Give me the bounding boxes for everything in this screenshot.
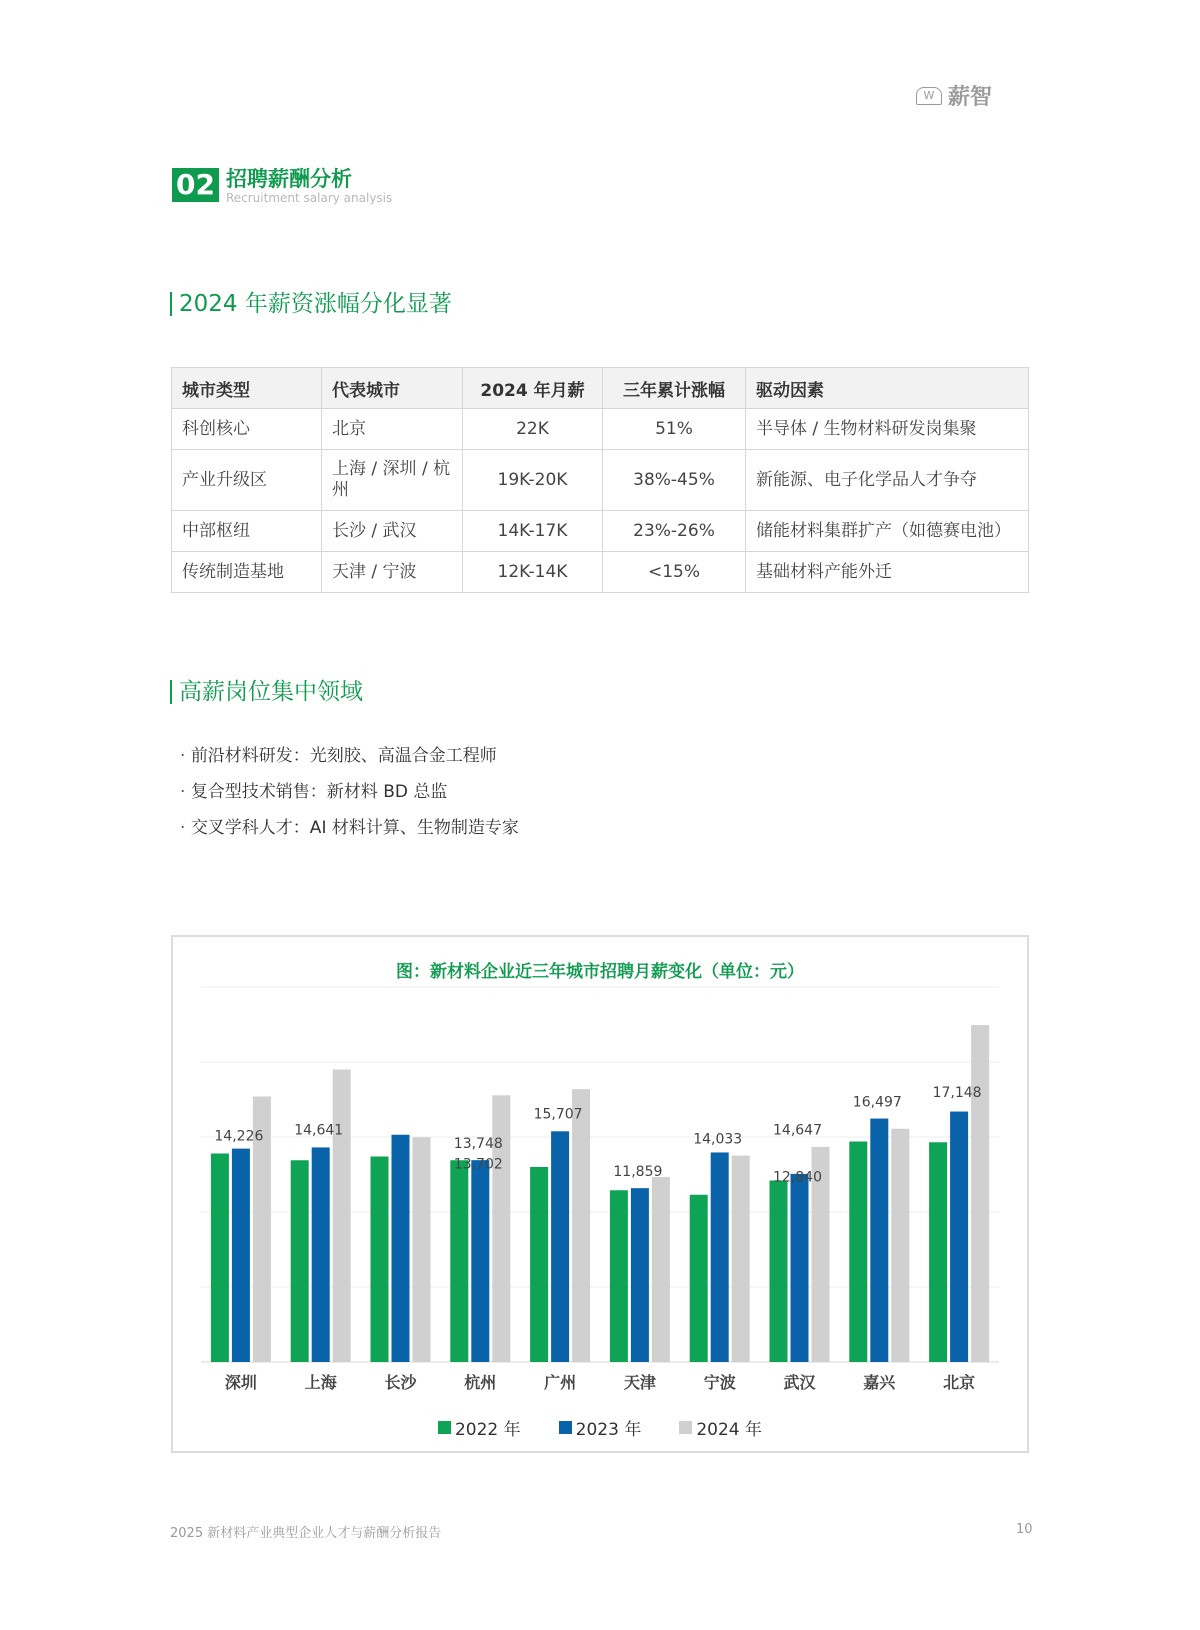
- table-cell: 51%: [603, 409, 746, 450]
- data-label: 13,748: [453, 1135, 503, 1152]
- table-header-cell: 2024 年月薪: [463, 368, 603, 409]
- table-header-cell: 城市类型: [172, 368, 322, 409]
- data-label: 12,840: [773, 1169, 822, 1186]
- bar-2022年-杭州: [450, 1160, 468, 1362]
- table-row: [172, 511, 1029, 552]
- x-tick-label: 天津: [623, 1373, 656, 1392]
- table-cell: 新能源、电子化学品人才争夺: [746, 450, 1029, 511]
- list-item: · 复合型技术销售：新材料 BD 总监: [180, 780, 519, 816]
- legend-label: 2022 年: [454, 1420, 521, 1440]
- salary-chart: [171, 935, 1029, 1453]
- bar-2023年-宁波: [711, 1152, 729, 1362]
- table-cell: 科创核心: [172, 409, 322, 450]
- section-title: 招聘薪酬分析: [225, 167, 352, 191]
- x-tick-label: 宁波: [703, 1373, 736, 1392]
- brand-name: 薪智: [947, 85, 992, 110]
- bar-2023年-深圳: [232, 1149, 250, 1362]
- x-tick-label: 长沙: [384, 1373, 417, 1392]
- bar-2023年-杭州: [471, 1160, 489, 1362]
- bar-2024年-天津: [652, 1177, 670, 1362]
- legend-item: [559, 1415, 642, 1440]
- table-cell: 北京: [322, 409, 463, 450]
- legend-label: 2024 年: [696, 1420, 762, 1440]
- chart-legend: [173, 1415, 1027, 1440]
- bar-2022年-北京: [929, 1142, 947, 1362]
- heading-high-salary-fields: 高薪岗位集中领域: [170, 680, 363, 704]
- table-cell: 长沙 / 武汉: [322, 511, 463, 552]
- bar-2022年-广州: [530, 1167, 548, 1362]
- table-cell: 38%-45%: [603, 450, 746, 511]
- section-subtitle: Recruitment salary analysis: [225, 191, 393, 205]
- legend-item: [438, 1415, 521, 1440]
- data-label: 17,148: [932, 1084, 982, 1101]
- table-cell: 基础材料产能外迁: [746, 552, 1029, 593]
- bar-2022年-上海: [291, 1160, 309, 1362]
- bar-2024年-宁波: [732, 1156, 750, 1362]
- data-label: 15,707: [533, 1106, 583, 1123]
- bar-2023年-北京: [950, 1112, 968, 1362]
- bar-2022年-深圳: [211, 1154, 229, 1363]
- bar-2023年-天津: [631, 1188, 649, 1362]
- data-label: 14,226: [214, 1128, 264, 1145]
- bar-2023年-长沙: [392, 1135, 410, 1362]
- data-label: 13,702: [453, 1156, 503, 1173]
- x-tick-label: 北京: [943, 1373, 976, 1392]
- table-row: [172, 409, 1029, 450]
- data-label: 16,497: [852, 1094, 902, 1111]
- data-label: 14,033: [693, 1131, 743, 1148]
- list-item: · 交叉学科人才：AI 材料计算、生物制造专家: [180, 816, 519, 852]
- legend-swatch: [679, 1421, 692, 1434]
- table-cell: 产业升级区: [172, 450, 322, 511]
- table-header-cell: 代表城市: [322, 368, 463, 409]
- page-number: 10: [1016, 1522, 1033, 1537]
- x-tick-label: 杭州: [464, 1373, 497, 1392]
- bar-2022年-天津: [610, 1190, 628, 1362]
- list-item: · 前沿材料研发：光刻胶、高温合金工程师: [180, 744, 519, 780]
- x-tick-label: 武汉: [783, 1373, 816, 1392]
- bar-2023年-广州: [551, 1131, 569, 1362]
- table-cell: 传统制造基地: [172, 552, 322, 593]
- table-cell: 半导体 / 生物材料研发岗集聚: [746, 409, 1029, 450]
- bar-2023年-嘉兴: [870, 1119, 888, 1362]
- heading-salary-growth: 2024 年薪资涨幅分化显著: [170, 292, 452, 316]
- table-cell: 天津 / 宁波: [322, 552, 463, 593]
- table-cell: 14K-17K: [463, 511, 603, 552]
- bar-2022年-武汉: [770, 1181, 788, 1363]
- table-row: [172, 450, 1029, 511]
- bar-2024年-长沙: [413, 1137, 431, 1362]
- bar-2024年-广州: [572, 1089, 590, 1362]
- salary-table: [171, 367, 1029, 593]
- table-row: [172, 552, 1029, 593]
- table-header-cell: 三年累计涨幅: [603, 368, 746, 409]
- table-cell: 12K-14K: [463, 552, 603, 593]
- chart-plot: [173, 937, 1027, 1451]
- bar-2022年-长沙: [371, 1157, 389, 1363]
- bar-2022年-宁波: [690, 1195, 708, 1362]
- legend-item: [679, 1415, 762, 1440]
- bar-2023年-上海: [312, 1147, 330, 1362]
- data-label: 14,641: [294, 1122, 344, 1139]
- footer-report-title: 2025 新材料产业典型企业人才与薪酬分析报告: [170, 1526, 442, 1541]
- x-tick-label: 上海: [304, 1373, 337, 1392]
- table-header-cell: 驱动因素: [746, 368, 1029, 409]
- table-cell: 储能材料集群扩产（如德赛电池）: [746, 511, 1029, 552]
- bar-2024年-北京: [971, 1025, 989, 1362]
- section-number: 02: [172, 168, 219, 202]
- bar-2024年-上海: [333, 1070, 351, 1363]
- x-tick-label: 广州: [544, 1373, 577, 1392]
- chart-title: 图：新材料企业近三年城市招聘月薪变化（单位：元）: [396, 962, 804, 982]
- bullet-list: [180, 744, 519, 852]
- x-tick-label: 嘉兴: [863, 1373, 896, 1392]
- table-cell: 19K-20K: [463, 450, 603, 511]
- table-cell: <15%: [603, 552, 746, 593]
- table-header-row: [172, 368, 1029, 409]
- brand-mark-icon: W: [916, 87, 942, 105]
- bar-2023年-武汉: [791, 1174, 809, 1362]
- section-header: [172, 168, 392, 205]
- table-cell: 中部枢纽: [172, 511, 322, 552]
- brand-logo: [916, 80, 992, 111]
- bar-2024年-嘉兴: [891, 1129, 909, 1362]
- x-tick-label: 深圳: [224, 1373, 257, 1392]
- data-label: 14,647: [773, 1122, 822, 1139]
- legend-swatch: [438, 1421, 451, 1434]
- bar-2022年-嘉兴: [849, 1142, 867, 1363]
- table-cell: 22K: [463, 409, 603, 450]
- table-cell: 23%-26%: [603, 511, 746, 552]
- legend-label: 2023 年: [575, 1420, 642, 1440]
- data-label: 11,859: [613, 1164, 663, 1181]
- table-cell: 上海 / 深圳 / 杭州: [322, 450, 463, 511]
- legend-swatch: [559, 1421, 572, 1434]
